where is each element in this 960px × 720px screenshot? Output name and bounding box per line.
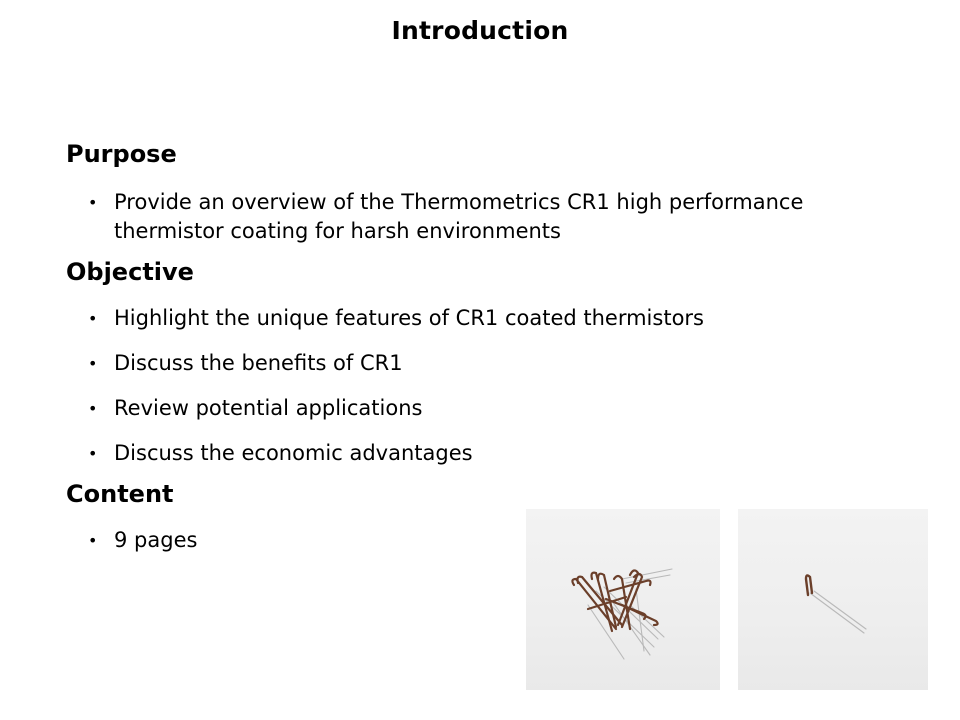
- single-thermistor-photo: [738, 509, 928, 690]
- objective-bullet-benefits: • Discuss the benefits of CR1: [66, 349, 904, 378]
- objective-list: [66, 304, 926, 468]
- slide-content: [66, 138, 926, 555]
- objective-bullet-economics: • Discuss the economic advantages: [66, 439, 904, 468]
- purpose-list: [66, 188, 926, 246]
- slide-title: Introduction: [391, 16, 569, 45]
- thermistor-pile-photo: [526, 509, 720, 690]
- single-thermistor-illustration: [738, 509, 928, 690]
- objective-heading: Objective: [66, 258, 194, 286]
- objective-bullet-applications: • Review potential applications: [66, 394, 904, 423]
- purpose-heading: Purpose: [66, 140, 177, 168]
- thermistor-pile-illustration: [526, 509, 720, 690]
- content-bullet-pages: • 9 pages: [66, 526, 904, 555]
- purpose-bullet-overview: • Provide an overview of the Thermometrics CR1 high performance thermistor coating for harsh environments: [66, 188, 904, 246]
- objective-bullet-features: • Highlight the unique features of CR1 coated thermistors: [66, 304, 904, 333]
- content-heading: Content: [66, 480, 174, 508]
